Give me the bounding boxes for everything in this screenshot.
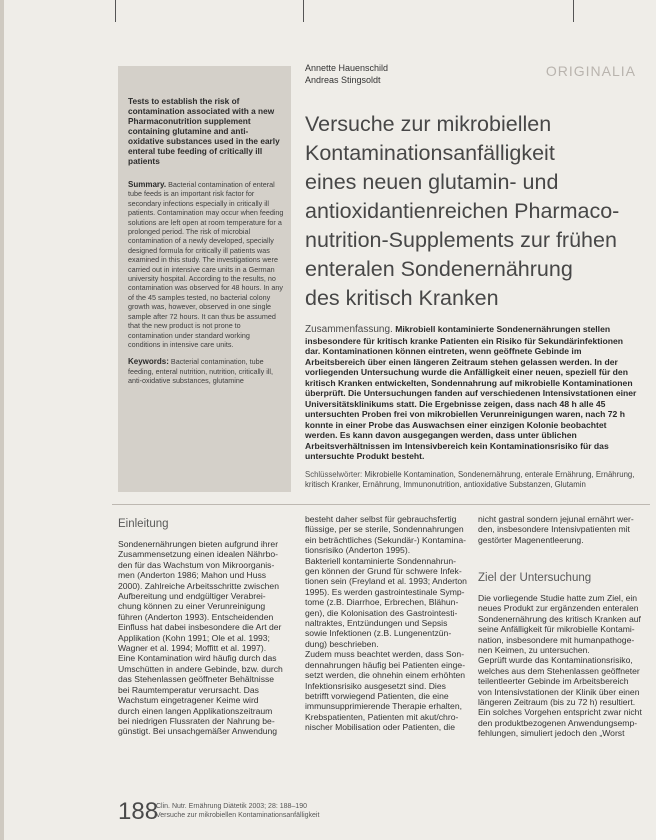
english-keywords: [128, 357, 284, 385]
body-line: Applikation (Kohn 1991; Ole et al. 1993;: [118, 632, 270, 643]
body-line: teilentleerter Gebinde im Arbeitsbereich: [478, 676, 629, 687]
title-line: eines neuen glutamin- und: [305, 170, 559, 194]
body-column-1: [118, 539, 290, 737]
body-line: immunsupprimierende Therapie erhalten,: [305, 701, 462, 712]
body-line: Wachstum eingetragener Keime wird: [118, 695, 259, 706]
body-line: nation, insbesondere mit humanpathoge-: [478, 634, 635, 645]
body-line: durch einen langen Applikationszeitraum: [118, 705, 273, 716]
body-column-3-top: [478, 514, 650, 545]
body-line: tionsrisiko (Anderton 1995).: [305, 545, 411, 556]
german-keywords: [305, 470, 637, 490]
body-line: sowie Infektionen (z.B. Lungenentzün-: [305, 628, 452, 639]
english-abstract-box: [118, 66, 291, 492]
author-list: [305, 62, 388, 86]
keywords-text: Bacterial contamination, tube feeding, enteral nutrition, nutrition, critically ill, anti-oxidative substances, glutamine: [128, 357, 274, 386]
body-line: dung) beschrieben.: [305, 638, 379, 649]
body-line: tionen sein (Freyland et al. 1993; Anderton: [305, 576, 467, 587]
body-column-2: [305, 514, 477, 733]
english-summary: [128, 180, 284, 349]
body-line: ein beträchtliches (Sekundär-) Kontamina-: [305, 534, 466, 545]
body-line: chung können zu einer Verunreinigung: [118, 601, 266, 612]
title-line: Kontaminationsanfälligkeit: [305, 141, 555, 165]
citation-line: Versuche zur mikrobiellen Kontaminationsanfälligkeit: [156, 812, 320, 819]
body-line: seine Anfälligkeit für mikrobielle Kontami-: [478, 624, 635, 635]
body-line: Aufbereitung und endgültiger Verabrei-: [118, 591, 266, 602]
body-line: 2000). Zahlreiche Arbeitsschritte zwischen: [118, 580, 279, 591]
article-title: [305, 110, 645, 313]
body-line: dennahrungen häufig bei Patienten einge-: [305, 659, 466, 670]
page-edge-shadow: [0, 0, 4, 840]
body-line: führen (Anderton 1993). Entscheidenden: [118, 611, 274, 622]
body-column-3: [478, 593, 650, 739]
body-line: Bakteriell kontaminierte Sondennahrun-: [305, 555, 456, 566]
body-line: den, insbesondere Intensivpatienten mit: [478, 524, 630, 535]
body-line: 1995). Es werden gastrointestinale Symp-: [305, 586, 465, 597]
body-line: Zusammensetzung einen idealen Nährbo-: [118, 549, 279, 560]
body-line: Zudem muss beachtet werden, dass Son-: [305, 649, 465, 660]
body-line: bei Raumtemperatur verursacht. Das: [118, 684, 259, 695]
body-line: von Intensivstationen der Klinik über einen: [478, 686, 640, 697]
english-abstract-content: [128, 96, 284, 394]
section-label: ORIGINALIA: [545, 63, 636, 79]
author-name: Andreas Stingsoldt: [305, 75, 381, 85]
body-line: das Stehenlassen geöffneter Behältnisse: [118, 674, 275, 685]
body-line: längeren Zeitraum (bis zu 72 h) resultiert.: [478, 697, 636, 708]
page-number: 188: [118, 798, 159, 825]
german-keywords-text: Mikrobielle Kontamination, Sondenernährung, enterale Ernährung, Ernährung, kritisch Kranker, Ernährung, Immunonutrition, antioxidative Substanzen, Glutamin: [305, 470, 635, 489]
body-line: tome (z.B. Diarrhoe, Erbrechen, Blähun-: [305, 597, 459, 608]
body-line: fehlungen, simuliert jedoch den „Worst: [478, 728, 625, 739]
heading-einleitung: Einleitung: [118, 518, 169, 530]
body-line: gen können der Grund für schwere Infek-: [305, 566, 462, 577]
crop-mark-middle: [303, 0, 304, 22]
body-line: flüssige, per se sterile, Sondennahrungen: [305, 524, 464, 535]
summary-text: Bacterial contamination of enteral tube feeds is an important risk factor for secondary infections especially in critically ill patients. Contamination may occur when feeding solutions are left open at room temperature for a prolonged period. The risk of microbial contamination of a newly developed, specially designed formula for critically ill patients was examined in this study. The investigations were carried out in intensive care units in a German university hospital. According to the results, no contamination was observed for 48 hours. In any of the 45 samples tested, no bacterial colony growth was, however, observed in one single sample after 72 hours. It can thus be assumed that the new product is not prone to contamination under standard working conditions in intensive care units.: [128, 180, 284, 349]
body-line: Sondenernährung des kritisch Kranken auf: [478, 613, 641, 624]
body-line: den produktbezogenen Anwendungsemp-: [478, 717, 638, 728]
body-line: Geprüft wurde das Kontaminationsrisiko,: [478, 655, 633, 666]
title-line: enteralen Sondenernährung: [305, 257, 573, 281]
body-line: Eine Kontamination wird häufig durch das: [118, 653, 277, 664]
english-title: Tests to establish the risk of contamination associated with a new Pharmaconutrition supplement containing glutamine and anti-oxidative substances used in the early enteral tube feeding of critically ill patients: [128, 96, 280, 166]
body-line: Krebspatienten, Patienten mit akut/chro-: [305, 711, 459, 722]
body-line: nen Keimen, zu untersuchen.: [478, 645, 590, 656]
title-line: nutrition-Supplements zur frühen: [305, 228, 617, 252]
body-line: naltraktes, Entzündungen und Sepsis: [305, 618, 448, 629]
body-line: nischer Mobilisation oder Patienten, die: [305, 722, 456, 733]
author-name: Annette Hauenschild: [305, 63, 389, 73]
body-line: besteht daher selbst für gebrauchsfertig: [305, 514, 457, 524]
heading-ziel: Ziel der Untersuchung: [478, 572, 592, 584]
body-line: gen), die Kolonisation des Gastrointesti-: [305, 607, 458, 618]
citation-line: Clin. Nutr. Ernährung Diätetik 2003; 28: 188–190: [156, 803, 307, 810]
crop-mark-right: [573, 0, 574, 22]
title-line: antioxidantienreichen Pharmaco-: [305, 199, 620, 223]
body-line: betrifft vorwiegend Patienten, die eine: [305, 690, 449, 701]
keywords-lead: Keywords:: [128, 357, 169, 367]
body-line: günstigt. Bei unsachgemäßer Anwendung: [118, 726, 278, 737]
body-line: bei niedrigen Flussraten der Nahrung be-: [118, 715, 275, 726]
body-line: Ein solches Vorgehen entspricht zwar nicht: [478, 707, 642, 718]
body-line: den für das Wachstum von Mikroorganis-: [118, 559, 275, 570]
german-abstract: [305, 324, 637, 462]
body-line: Umschütten in andere Gebinde, bzw. durch: [118, 663, 283, 674]
body-line: neues Produkt zur ergänzenden enteralen: [478, 603, 639, 614]
body-line: men (Anderton 1986; Mahon und Huss: [118, 570, 267, 581]
body-line: Infektionsrisiko ausgesetzt sind. Dies: [305, 680, 446, 691]
abstract-lead: Zusammenfassung.: [305, 324, 393, 335]
body-line: gestörter Magenentleerung.: [478, 534, 584, 545]
body-line: welches aus dem Stehenlassen geöffneter: [478, 665, 640, 676]
body-line: Einfluss hat dabei insbesondere die Art der: [118, 622, 282, 633]
section-divider: [112, 504, 650, 505]
body-line: setzt werden, die ohnehin einem erhöhten: [305, 670, 466, 681]
body-line: Die vorliegende Studie hatte zum Ziel, ein: [478, 593, 638, 603]
title-line: des kritisch Kranken: [305, 286, 499, 310]
title-line: Versuche zur mikrobiellen: [305, 112, 552, 136]
crop-mark-left: [115, 0, 116, 22]
abstract-text: Mikrobiell kontaminierte Sondenernährungen stellen insbesondere für kritisch kranke Patienten ein Risiko für Sekundärinfektionen dar. Kontaminationen können eintreten, wenn geöffnete Gebinde im Arbeitsbereich über einen längeren Zeitraum stehen gelassen werden. In der vorliegenden Untersuchung wurde die Anfälligkeit einer neuen, speziell für den kritisch Kranken entwickelten, Sondennahrung auf mikrobielle Kontaminationen überprüft. Die Untersuchungen fanden auf verschiedenen Intensivstationen einer Universitätsklinikums statt. Die Ergebnisse zeigen, dass nach 48 h alle 45 untersuchten Proben frei von mikrobiellen Verunreinigungen waren, nach 72 h konnte in einer Probe das Auswachsen einer einzigen Kolonie beobachtet werden. Es kann davon ausgegangen werden, dass unter üblichen Arbeitsverhältnissen im Intensivbereich kein Kontaminationsrisiko für das untersuchte Produkt besteht.: [305, 324, 637, 461]
body-line: Wagner et al. 1994; Moffitt et al. 1997).: [118, 643, 267, 654]
summary-lead: Summary.: [128, 180, 167, 189]
german-keywords-lead: Schlüsselwörter:: [305, 470, 363, 479]
footer-citation: [156, 802, 319, 820]
body-line: nicht gastral sondern jejunal ernährt wer-: [478, 514, 634, 524]
body-line: Sondenernährungen bieten aufgrund ihrer: [118, 539, 279, 549]
